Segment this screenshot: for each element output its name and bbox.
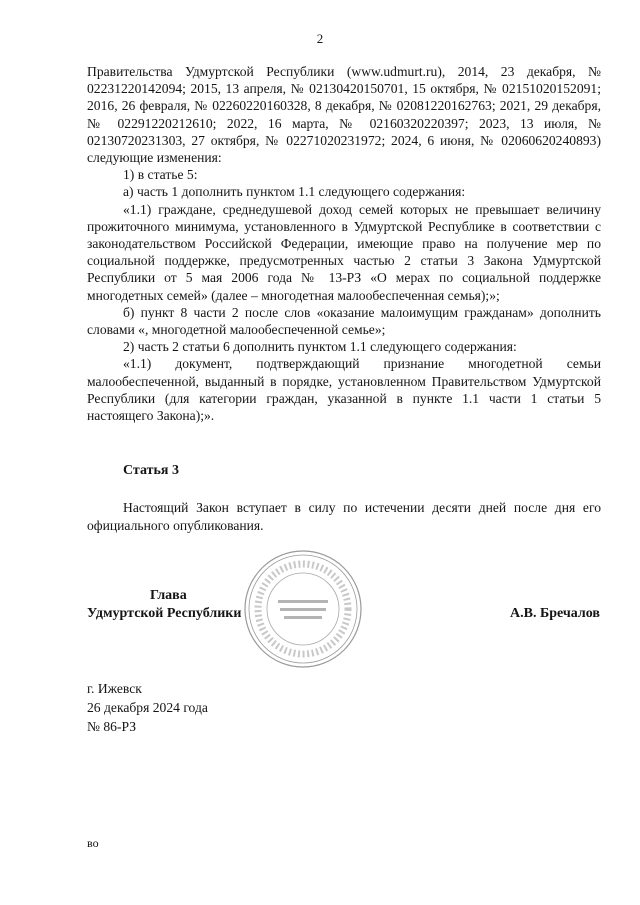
signer-title-line2: Удмуртской Республики [87,606,242,621]
document-body [87,63,601,424]
official-seal [242,548,364,670]
page-number: 2 [316,31,324,46]
paragraph-quote-2: «1.1) документ, подтверждающий признание многодетной семьи малообеспеченной, выданный в порядке, установленном Правительством Удмуртской Республики (для категории граждан, указанной в пункте 1.1 части 1 статьи 5 настоящего Закона);». [87,356,601,424]
initials: во [87,836,99,850]
paragraph-intro: Правительства Удмуртской Республики (www.udmurt.ru), 2014, 23 декабря, № 02231220142094; 2015, 13 апреля, № 02130420150701, 15 октября, № 02151020152091; 2016, 26 февраля, № 02260220160328, 8 декабря, № 02081220162763; 2021, 29 декабря, № 02291220212610; 2022, 16 марта, № 02160320220397; 2023, 13 июля, № 02130720231303, 27 октября, № 02271020231972; 2024, 6 июня, № 02060620240893) следующие изменения: [87,64,601,166]
paragraph-item-1: 1) в статье 5: [123,167,198,183]
law-date: 26 декабря 2024 года [87,700,208,715]
law-number: № 86-РЗ [87,719,137,734]
paragraph-item-b: б) пункт 8 части 2 после слов «оказание малоимущим гражданам» дополнить словами «, многодетной малообеспеченной семье»; [87,304,601,338]
signer-title-line1: Глава [150,588,187,603]
paragraph-item-a: а) часть 1 дополнить пунктом 1.1 следующего содержания: [123,184,466,200]
signer-name: А.В. Бречалов [510,606,600,621]
article-title: Статья 3 [123,463,179,478]
paragraph-item-2: 2) часть 2 статьи 6 дополнить пунктом 1.1 следующего содержания: [123,339,517,355]
place: г. Ижевск [87,681,142,696]
paragraph-effective: Настоящий Закон вступает в силу по истечении десяти дней после дня его официального опубликования. [87,500,601,533]
paragraph-quote-1: «1.1) граждане, среднедушевой доход семей которых не превышает величину прожиточного минимума, установленного в Удмуртской Республике в соответствии с законодательством Российской Федерации, имеющие право на получение мер по социальной поддержке, предусмотренных частью 2 статьи 3 Закона Удмуртской Республики от 5 мая 2006 года № 13-РЗ «О мерах по социальной поддержке многодетных семей» (далее – многодетная малообеспеченная семья);»; [87,201,601,303]
